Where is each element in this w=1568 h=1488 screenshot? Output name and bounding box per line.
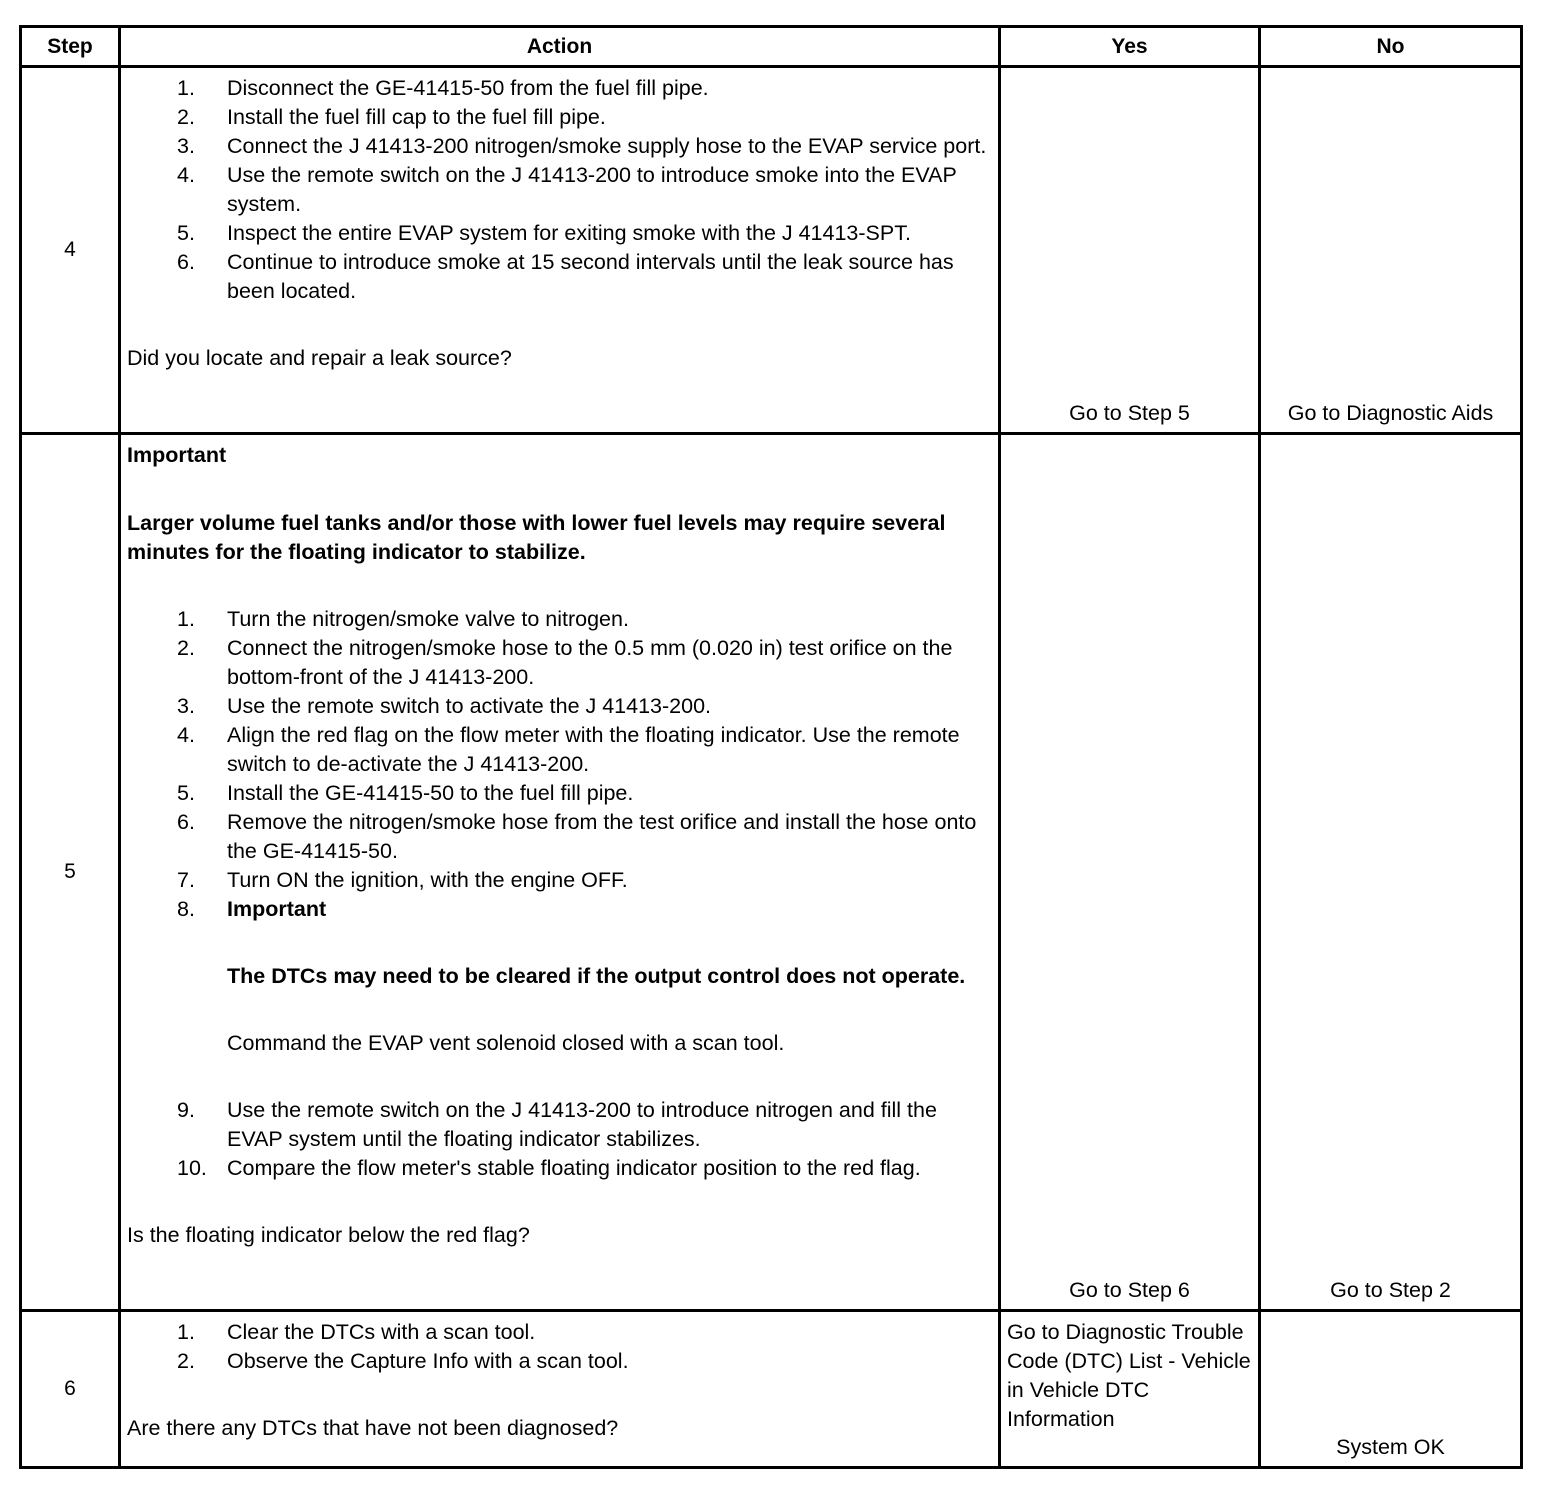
header-yes: Yes bbox=[1000, 27, 1260, 67]
list-item: 4. Align the red flag on the flow meter with the floating indicator. Use the remote switch to de-activate the J 41413-200. bbox=[177, 723, 960, 776]
list-item: 2. Observe the Capture Info with a scan tool. bbox=[177, 1349, 629, 1373]
table-row-step-5 bbox=[21, 434, 1522, 1311]
table-row-step-6 bbox=[21, 1311, 1522, 1468]
list-item: 1. Clear the DTCs with a scan tool. bbox=[177, 1320, 536, 1344]
table-row-step-4 bbox=[21, 67, 1522, 434]
yes-link[interactable] bbox=[1000, 1311, 1260, 1468]
question-text: Is the floating indicator below the red flag? bbox=[127, 1223, 530, 1247]
header-step: Step bbox=[21, 27, 120, 67]
list-item: 4. Use the remote switch on the J 41413-200 to introduce smoke into the EVAP system. bbox=[177, 163, 957, 216]
yes-link[interactable]: Go to Step 6 bbox=[1000, 434, 1260, 1311]
list-item: 10. Compare the flow meter's stable floating indicator position to the red flag. bbox=[177, 1156, 921, 1180]
list-item: 3. Connect the J 41413-200 nitrogen/smoke supply hose to the EVAP service port. bbox=[177, 134, 987, 158]
step-number: 6 bbox=[21, 1311, 120, 1468]
list-item: 6. Remove the nitrogen/smoke hose from the test orifice and install the hose onto the GE-41415-50. bbox=[177, 810, 977, 863]
list-item: 9. Use the remote switch on the J 41413-200 to introduce nitrogen and fill the EVAP system until the floating indicator stabilizes. bbox=[177, 1098, 937, 1151]
yes-link-text[interactable]: Go to Diagnostic Trouble Code (DTC) List - Vehicle in Vehicle DTC Information bbox=[1007, 1320, 1251, 1431]
important-label: Important bbox=[127, 443, 227, 467]
diagnostic-table bbox=[19, 25, 1523, 1469]
action-cell bbox=[120, 434, 1000, 1311]
no-link[interactable]: Go to Diagnostic Aids bbox=[1260, 67, 1522, 434]
no-link[interactable]: System OK bbox=[1260, 1311, 1522, 1468]
list-item: 7. Turn ON the ignition, with the engine OFF. bbox=[177, 868, 628, 892]
list-item: 2. Connect the nitrogen/smoke hose to the 0.5 mm (0.020 in) test orifice on the bottom-front of the J 41413-200. bbox=[177, 636, 953, 689]
action-cell bbox=[120, 1311, 1000, 1468]
list-item: 1. Disconnect the GE-41415-50 from the fuel fill pipe. bbox=[177, 76, 709, 100]
sub-instruction: Command the EVAP vent solenoid closed with a scan tool. bbox=[227, 1031, 785, 1055]
sub-important-note: The DTCs may need to be cleared if the output control does not operate. bbox=[227, 964, 966, 988]
action-list bbox=[127, 1318, 992, 1376]
sub-important-label: Important bbox=[227, 897, 327, 921]
list-item: 5. Inspect the entire EVAP system for exiting smoke with the J 41413-SPT. bbox=[177, 221, 911, 245]
list-item: 2. Install the fuel fill cap to the fuel fill pipe. bbox=[177, 105, 606, 129]
no-link[interactable]: Go to Step 2 bbox=[1260, 434, 1522, 1311]
yes-link[interactable]: Go to Step 5 bbox=[1000, 67, 1260, 434]
action-list bbox=[127, 605, 992, 1183]
action-cell bbox=[120, 67, 1000, 434]
header-no: No bbox=[1260, 27, 1522, 67]
list-item: 6. Continue to introduce smoke at 15 second intervals until the leak source has been located. bbox=[177, 250, 954, 303]
action-list bbox=[127, 74, 992, 306]
question-text: Are there any DTCs that have not been diagnosed? bbox=[127, 1416, 619, 1440]
important-note: Larger volume fuel tanks and/or those with lower fuel levels may require several minutes for the floating indicator to stabilize. bbox=[127, 511, 946, 564]
list-item: 5. Install the GE-41415-50 to the fuel fill pipe. bbox=[177, 781, 634, 805]
step-number: 4 bbox=[21, 67, 120, 434]
list-item: 3. Use the remote switch to activate the J 41413-200. bbox=[177, 694, 712, 718]
header-action: Action bbox=[120, 27, 1000, 67]
list-item: 8. Important The DTCs may need to be cleared if the output control does not operate. Command the EVAP vent solenoid closed with a scan tool. bbox=[127, 895, 992, 1096]
question-text: Did you locate and repair a leak source? bbox=[127, 346, 512, 370]
step-number: 5 bbox=[21, 434, 120, 1311]
header-row bbox=[21, 27, 1522, 67]
list-item: 1. Turn the nitrogen/smoke valve to nitrogen. bbox=[177, 607, 629, 631]
